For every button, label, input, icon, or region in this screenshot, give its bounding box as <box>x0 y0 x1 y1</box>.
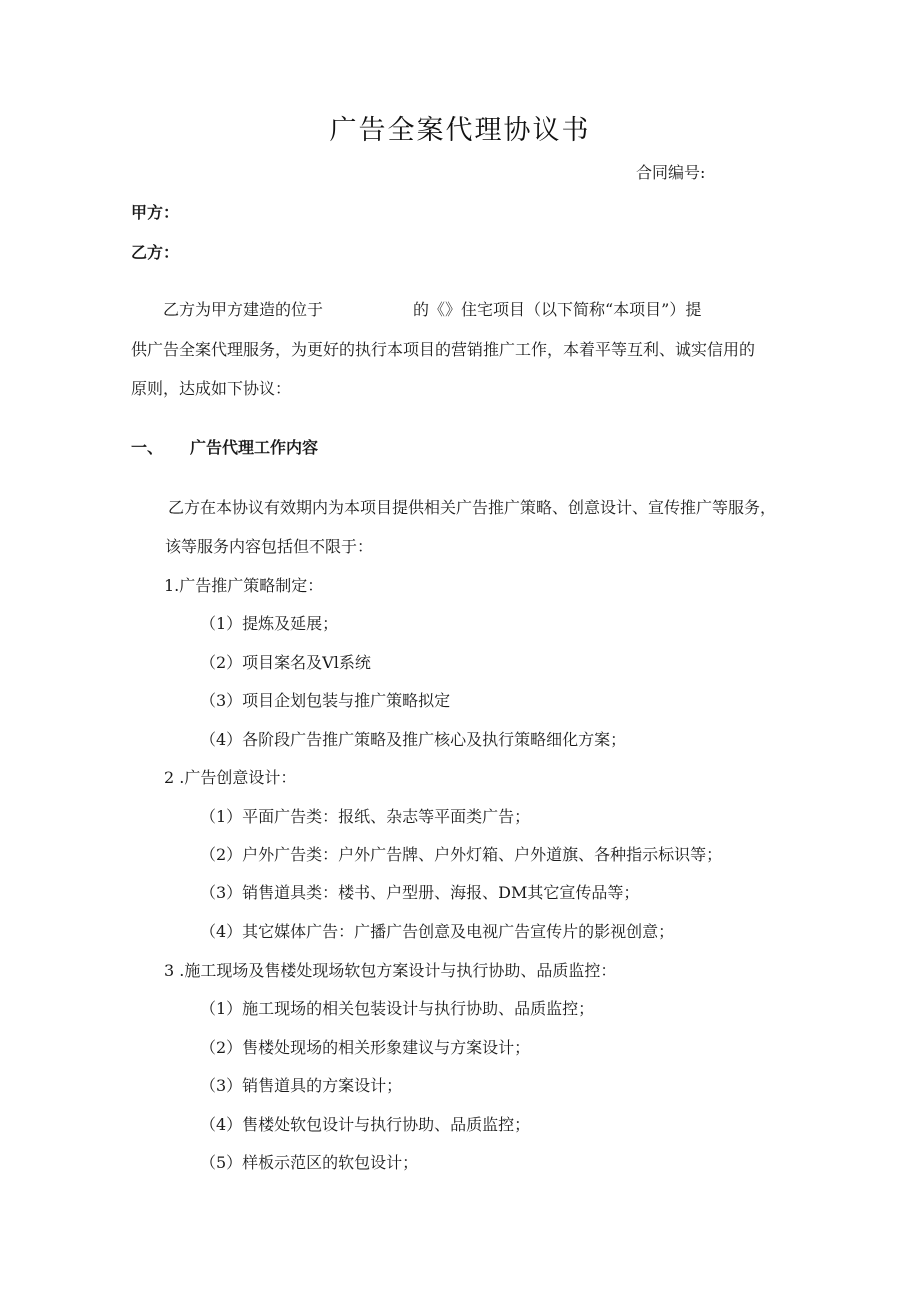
section1-para-line1: 乙方在本协议有效期内为本项目提供相关广告推广策略、创意设计、宣传推广等服务， <box>168 498 777 517</box>
intro-line3: 原则，达成如下协议： <box>131 379 292 398</box>
item3-sub1: （1）施工现场的相关包装设计与执行协助、品质监控； <box>200 999 595 1018</box>
intro-line2: 供广告全案代理服务，为更好的执行本项目的营销推广工作，本着平等互利、诚实信用的 <box>131 340 756 359</box>
intro-line1-part2: 的《》住宅项目（以下简称“本项目”）提 <box>413 300 702 319</box>
section1-heading: 广告代理工作内容 <box>190 438 319 457</box>
item3-label: 3 .施工现场及售楼处现场软包方案设计与执行协助、品质监控： <box>164 961 617 980</box>
item1-sub2: （2）项目案名及Vl系统 <box>200 653 371 672</box>
item1-sub1: （1）提炼及延展； <box>200 614 339 633</box>
section1-number: 一、 <box>131 438 164 457</box>
item2-sub4: （4）其它媒体广告：广播广告创意及电视广告宣传片的影视创意； <box>200 922 675 941</box>
item2-sub1: （1）平面广告类：报纸、杂志等平面类广告； <box>200 807 531 826</box>
item1-label: 1.广告推广策略制定： <box>164 576 324 595</box>
item3-sub3: （3）销售道具的方案设计； <box>200 1076 403 1095</box>
item3-sub5: （5）样板示范区的软包设计； <box>200 1153 419 1172</box>
item3-sub2: （2）售楼处现场的相关形象建议与方案设计； <box>200 1038 531 1057</box>
item3-sub4: （4）售楼处软包设计与执行协助、品质监控； <box>200 1115 531 1134</box>
intro-line1-part1: 乙方为甲方建造的位于 <box>163 300 324 319</box>
item2-sub3: （3）销售道具类：楼书、户型册、海报、DM其它宣传品等； <box>200 883 640 902</box>
item2-sub2: （2）户外广告类：户外广告牌、户外灯箱、户外道旗、各种指示标识等； <box>200 845 723 864</box>
party-b-label: 乙方： <box>131 243 180 262</box>
item1-sub3: （3）项目企划包装与推广策略拟定 <box>200 691 451 710</box>
item1-sub4: （4）各阶段广告推广策略及推广核心及执行策略细化方案； <box>200 730 627 749</box>
party-a-label: 甲方： <box>131 203 180 222</box>
section1-para-line2: 该等服务内容包括但不限于： <box>165 537 374 556</box>
item2-label: 2 .广告创意设计： <box>164 768 297 787</box>
contract-number-label: 合同编号: <box>636 163 706 182</box>
document-title: 广告全案代理协议书 <box>329 115 591 146</box>
